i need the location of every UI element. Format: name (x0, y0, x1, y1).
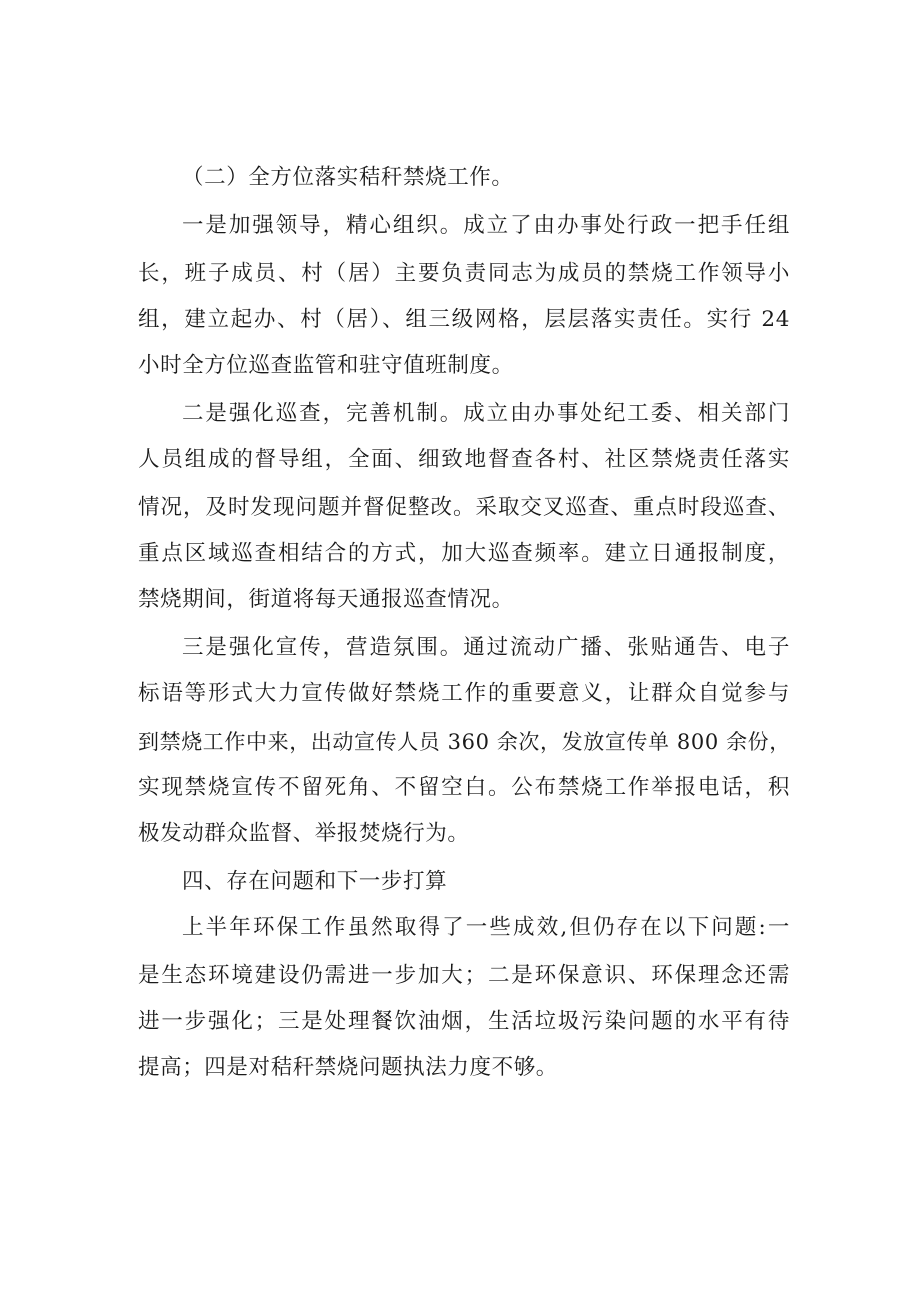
paragraph-line: 禁烧期间，街道将每天通报巡查情况。 (138, 587, 514, 612)
paragraph-line: 极发动群众监督、举报焚烧行为。 (138, 821, 470, 846)
paragraph-line: 一是加强领导，精心组织。成立了由办事处行政一把手任组 (182, 213, 790, 238)
paragraph-line: 重点区域巡查相结合的方式，加大巡查频率。建立日通报制度， (138, 541, 790, 566)
paragraph-line: 长，班子成员、村（居）主要负责同志为成员的禁烧工作领导小 (138, 261, 790, 286)
paragraph-line: 标语等形式大力宣传做好禁烧工作的重要意义，让群众自觉参与 (138, 681, 790, 706)
paragraph-line: 是生态环境建设仍需进一步加大；二是环保意识、环保理念还需 (138, 963, 790, 988)
paragraph-line: 二是强化巡查，完善机制。成立由办事处纪工委、相关部门 (182, 401, 790, 426)
paragraph-line: 进一步强化；三是处理餐饮油烟，生活垃圾污染问题的水平有待 (138, 1009, 790, 1034)
paragraph-line: 上半年环保工作虽然取得了一些成效,但仍存在以下问题:一 (182, 915, 790, 940)
paragraph-line: 小时全方位巡查监管和驻守值班制度。 (138, 353, 514, 378)
paragraph-line: 情况，及时发现问题并督促整改。采取交叉巡查、重点时段巡查、 (138, 495, 790, 520)
paragraph-line: 三是强化宣传，营造氛围。通过流动广播、张贴通告、电子 (182, 635, 790, 660)
paragraph-line: 组，建立起办、村（居）、组三级网格，层层落实责任。实行 24 (138, 307, 790, 332)
paragraph-line: 提高；四是对秸秆禁烧问题执法力度不够。 (138, 1055, 558, 1080)
section-heading-straw-burning: （二）全方位落实秸秆禁烧工作。 (182, 165, 514, 190)
paragraph-line: 实现禁烧宣传不留死角、不留空白。公布禁烧工作举报电话，积 (138, 775, 790, 800)
paragraph-line: 到禁烧工作中来，出动宣传人员 360 余次，发放宣传单 800 余份， (138, 730, 791, 754)
paragraph-line: 人员组成的督导组，全面、细致地督查各村、社区禁烧责任落实 (138, 447, 790, 472)
section-heading-problems-next-steps: 四、存在问题和下一步打算 (182, 869, 448, 894)
